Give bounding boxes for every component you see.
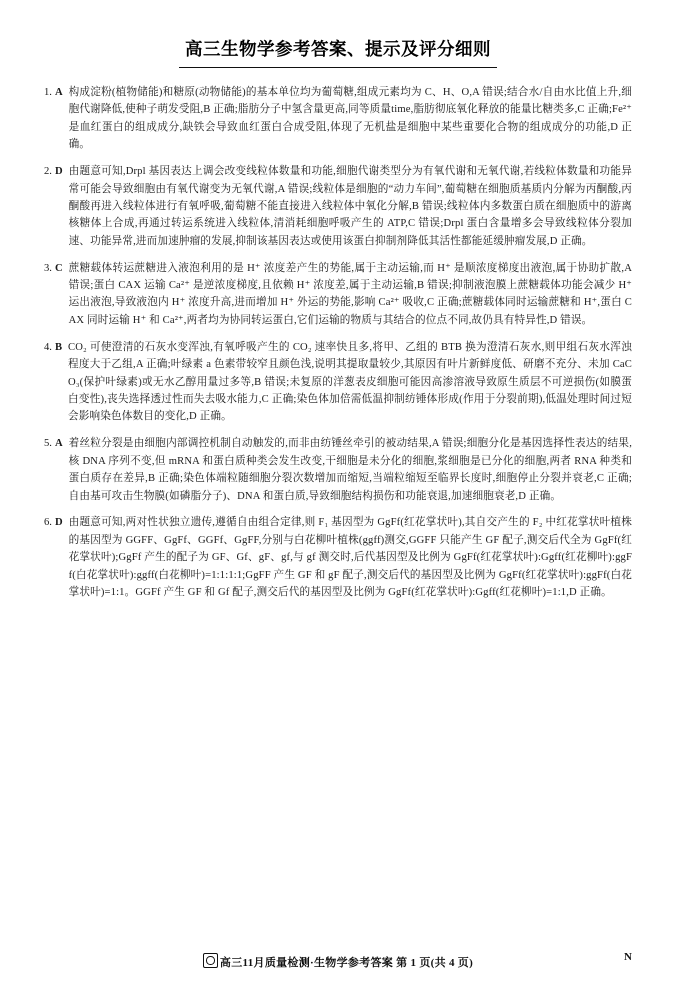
item-number: 6. xyxy=(44,517,52,529)
item-answer-letter: D xyxy=(54,517,63,529)
item-explanation: CO₂ 可使澄清的石灰水变浑浊,有氧呼吸产生的 CO₂ 速率快且多,将甲、乙组的 BTB 换为澄清石灰水,则甲组石灰水浑浊程度大于乙组,A 正确;叶绿素 a 色素带较窄且颜色浅,说明其提取量较少,其原因有叶片新鲜度低、研磨不充分、未加 CaCO₃(保护叶绿素)或无水乙醇用量过多等,B 错误;未复原的洋葱表皮细胞可能因高渗溶液导致原生质层不可逆损伤(如膜蛋白变性),丧失选择透过性而失去吸水能力,C 正确;染色体加倍需低温抑制纺锤体形成(作用于分裂前期),低温处理时间过短会影响染色体数目的变化,D 正确。 xyxy=(68,341,632,423)
page-footer xyxy=(0,949,676,971)
item-number: 3. xyxy=(44,262,52,274)
item-answer-letter: A xyxy=(54,438,63,450)
item-number: 5. xyxy=(44,438,52,450)
item-explanation: 由题意可知,两对性状独立遗传,遵循自由组合定律,则 F₁ 基因型为 GgFf(红花掌状叶),其自交产生的 F₂ 中红花掌状叶植株的基因型为 GGFF、GgFf、GGFf、GgFF,分别与白花柳叶植株(ggff)测交,GGFF 只能产生 GF 配子,测交后代全为 GgFf(红花掌状叶);GgFf 产生的配子为 GF、Gf、gF、gf,与 gf 测交时,后代基因型及比例为 GgFf(红花掌状叶):Ggff(红花柳叶):ggFf(白花掌状叶):ggff(白花柳叶)=1:1:1:1;GgFF 产生 GF 和 gF 配子,测交后代的基因型及比例为 GgFf(红花掌状叶):ggFf(白花掌状叶)=1:1。GGFf 产生 GF 和 Gf 配子,测交后代的基因型及比例为 GgFf(红花掌状叶):Ggff(红花柳叶)=1:1,D 正确。 xyxy=(68,517,632,599)
footer-page-text: 高三11月质量检测·生物学参考答案 第 1 页(共 4 页) xyxy=(219,957,474,969)
item-number: 2. xyxy=(44,166,52,178)
item-answer-letter: B xyxy=(54,341,63,353)
footer-mark: N xyxy=(624,951,632,963)
list-item xyxy=(44,84,632,154)
answer-sheet-page xyxy=(0,36,676,985)
item-number: 1. xyxy=(44,87,52,98)
item-answer-letter: C xyxy=(54,262,63,274)
list-item xyxy=(44,260,632,330)
publisher-logo-icon xyxy=(203,953,218,968)
list-item xyxy=(44,339,632,426)
item-answer-letter: D xyxy=(54,166,63,178)
list-item xyxy=(44,514,632,601)
item-answer-letter: A xyxy=(54,87,63,98)
item-explanation: 着丝粒分裂是由细胞内部调控机制自动触发的,而非由纺锤丝牵引的被动结果,A 错误;细胞分化是基因选择性表达的结果,核 DNA 序列不变,但 mRNA 和蛋白质种类会发生改变,干细胞是未分化的细胞,浆细胞是已分化的细胞,两者 RNA 种类和蛋白质存在差异,B 正确;染色体端粒随细胞分裂次数增加而缩短,当端粒缩短至临界长度时,细胞停止分裂并衰老,C 正确;自由基可攻击生物膜(如磷脂分子)、DNA 和蛋白质,导致细胞结构损伤和功能衰退,加速细胞衰老,D 正确。 xyxy=(68,438,632,502)
page-title: 高三生物学参考答案、提示及评分细则 xyxy=(185,39,491,59)
item-explanation: 由题意可知,Drpl 基因表达上调会改变线粒体数量和功能,细胞代谢类型分为有氧代谢和无氧代谢,若线粒体数量和功能异常可能会导致细胞由有氧代谢变为无氧代谢,A 错误;线粒体是细胞的“动力车间”,葡萄糖在细胞质基质内分解为丙酮酸,丙酮酸再进入线粒体进行有氧呼吸,葡萄糖不能直接进入线粒体中氧化分解,B 错误;线粒体内多数蛋白质在细胞质中的游离核糖体上合成,再通过转运系统进入线粒体,清消耗细胞呼吸产生的 ATP,C 错误;Drpl 蛋白含量增多会导致线粒体分裂加速、功能异常,进而加速肿瘤的发展,抑制该基因表达或使用该蛋白抑制剂降低其活性都能延缓肿瘤发展,D 正确。 xyxy=(68,166,632,247)
list-item xyxy=(44,163,632,250)
footer-page-info xyxy=(0,951,676,970)
answers-list xyxy=(44,84,632,601)
item-explanation: 构成淀粉(植物储能)和糖原(动物储能)的基本单位均为葡萄糖,组成元素均为 C、H、O,A 错误;结合水/自由水比值上升,细胞代谢降低,使种子萌发受阻,B 正确;脂肪分子中氢含量更高,同等质量time,脂肪彻底氧化释放的能量比糖类多,C 正确;Fe²⁺ 是血红蛋白的组成成分,缺铁会导致血红蛋白合成受阻,体现了无机盐是细胞中某些重要化合物的组成成分的功能,D 正确。 xyxy=(68,87,632,151)
title-underline xyxy=(179,67,497,68)
item-number: 4. xyxy=(44,341,52,353)
item-explanation: 蔗糖载体转运蔗糖进入液泡利用的是 H⁺ 浓度差产生的势能,属于主动运输,而 H⁺ 是顺浓度梯度出液泡,属于协助扩散,A 错误;蛋白 CAX 运输 Ca²⁺ 是逆浓度梯度,且依赖 H⁺ 浓度差,属于主动运输,B 错误;抑制液泡膜上蔗糖载体功能会减少 H⁺ 运出液泡,导致液泡内 H⁺ 浓度升高,进而增加 H⁺ 外运的势能,影响 Ca²⁺ 吸收,C 正确;蔗糖载体同时运输蔗糖和 H⁺,蛋白 CAX 同时运输 H⁺ 和 Ca²⁺,两者均为协同转运蛋白,它们运输的物质与其结合的位点不同,故仍具有特异性,D 错误。 xyxy=(68,262,632,326)
list-item xyxy=(44,435,632,505)
